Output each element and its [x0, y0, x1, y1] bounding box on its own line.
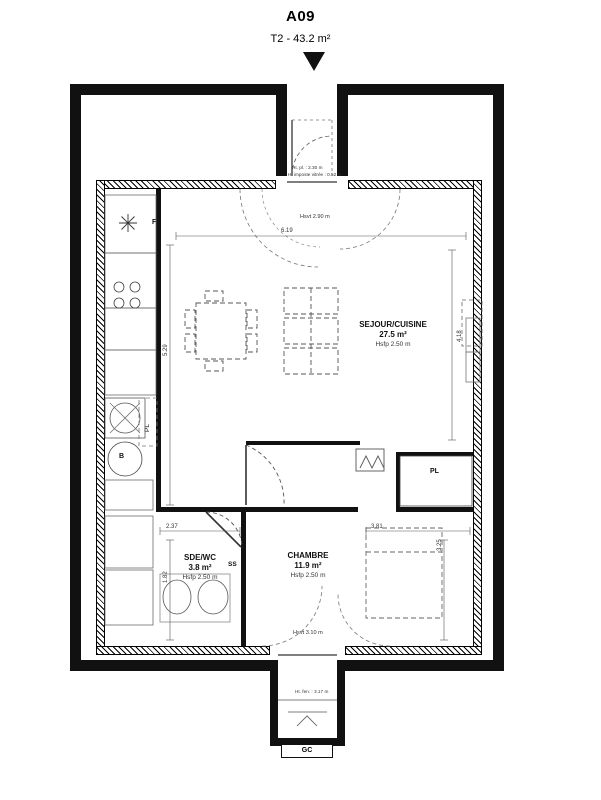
room-hsfp: Hsfp 2.50 m: [290, 572, 326, 579]
note-top-window: Hsvt 2.90 m: [300, 214, 330, 220]
room-name: SDE/WC: [184, 553, 216, 562]
room-hsfp: Hsfp 2.50 m: [182, 574, 218, 581]
room-name: SEJOUR/CUISINE: [359, 320, 427, 329]
tag-fridge: F: [152, 219, 157, 226]
dimension-chambre-height: 3.25: [437, 539, 443, 551]
page-title: A09: [285, 8, 316, 25]
plan-subtitle: T2 - 43.2 m²: [270, 33, 331, 45]
dimension-chambre-width: 3.81: [371, 524, 383, 530]
room-area: 11.9 m²: [294, 561, 322, 570]
note-entry-door: Ht. pl. : 2.30 m: [292, 165, 323, 170]
note-bottom-window: Hsvt 3.10 m: [293, 630, 323, 636]
note-bottom-opening: Ht. fen. : 3.17 m: [295, 689, 329, 694]
room-area: 27.5 m²: [379, 330, 407, 339]
tag-ss: SS: [228, 561, 237, 568]
dimension-bath-width: 2.37: [166, 524, 178, 530]
room-area: 3.8 m²: [188, 563, 212, 572]
dimension-top-interior: 6.19: [281, 228, 293, 234]
tag-pl-left: PL: [144, 424, 151, 432]
room-hsfp: Hsfp 2.50 m: [375, 341, 411, 348]
tag-bathtub: B: [119, 453, 125, 460]
dimension-left-vertical: 5.29: [163, 344, 169, 356]
room-name: CHAMBRE: [287, 551, 329, 560]
tag-gc: GC: [281, 744, 333, 758]
tag-pl-right: PL: [430, 468, 439, 475]
dimension-bath-height: 1.82: [163, 571, 169, 583]
note-entry-transom: Ht imposte vitrée : 0.52 m: [288, 172, 342, 177]
dimension-right-vertical: 4.18: [457, 330, 463, 342]
